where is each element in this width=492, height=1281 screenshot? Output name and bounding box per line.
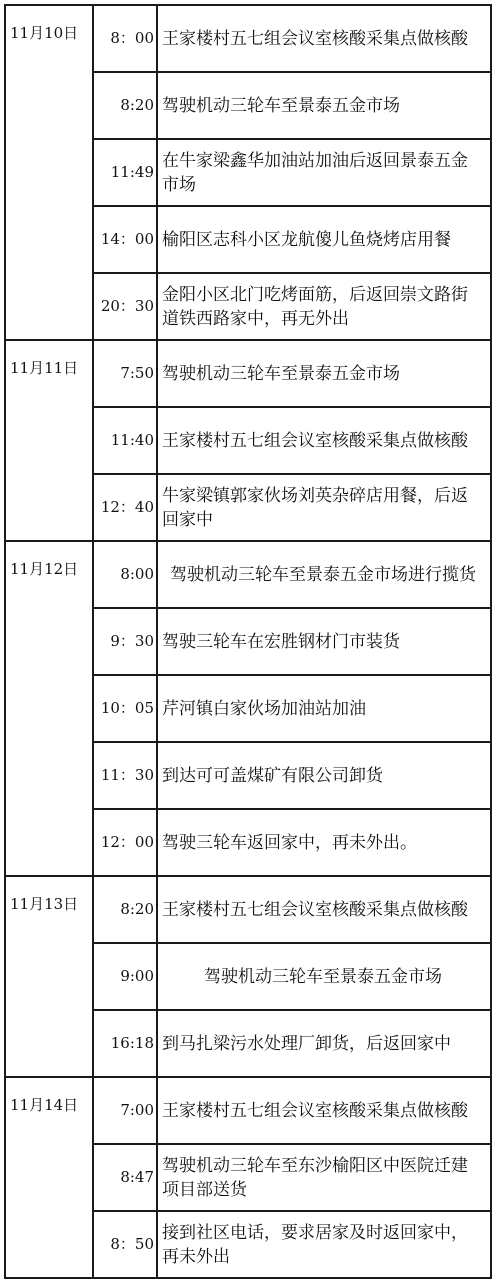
event-cell: 驾驶三轮车在宏胜钢材门市装货 (157, 608, 491, 675)
time-cell: 7:00 (93, 1077, 157, 1144)
date-cell: 11月12日 (5, 541, 93, 876)
event-cell: 芹河镇白家伙场加油站加油 (157, 675, 491, 742)
time-cell: 8:00 (93, 541, 157, 608)
time-cell: 11：30 (93, 742, 157, 809)
time-cell: 8:47 (93, 1144, 157, 1211)
time-cell: 10：05 (93, 675, 157, 742)
table-row (5, 5, 491, 72)
event-cell: 到马扎梁污水处理厂卸货，后返回家中 (157, 1010, 491, 1077)
time-cell: 7:50 (93, 340, 157, 407)
time-cell: 8：00 (93, 5, 157, 72)
date-cell: 11月13日 (5, 876, 93, 1077)
time-cell: 11:40 (93, 407, 157, 474)
time-cell: 9:00 (93, 943, 157, 1010)
time-cell: 16:18 (93, 1010, 157, 1077)
date-cell: 11月14日 (5, 1077, 93, 1278)
event-cell: 驾驶机动三轮车至景泰五金市场 (157, 340, 491, 407)
event-cell: 到达可可盖煤矿有限公司卸货 (157, 742, 491, 809)
date-cell: 11月11日 (5, 340, 93, 541)
event-cell: 驾驶三轮车返回家中，再未外出。 (157, 809, 491, 876)
time-cell: 9：30 (93, 608, 157, 675)
event-cell: 王家楼村五七组会议室核酸采集点做核酸 (157, 5, 491, 72)
time-cell: 12：40 (93, 474, 157, 541)
event-cell: 驾驶机动三轮车至景泰五金市场进行揽货 (157, 541, 491, 608)
event-cell: 王家楼村五七组会议室核酸采集点做核酸 (157, 1077, 491, 1144)
table-row (5, 1077, 491, 1144)
time-cell: 11:49 (93, 139, 157, 206)
time-cell: 20：30 (93, 273, 157, 340)
event-cell: 驾驶机动三轮车至东沙榆阳区中医院迁建项目部送货 (157, 1144, 491, 1211)
time-cell: 8:20 (93, 72, 157, 139)
time-cell: 12：00 (93, 809, 157, 876)
event-cell: 接到社区电话，要求居家及时返回家中，再未外出 (157, 1211, 491, 1278)
time-cell: 14：00 (93, 206, 157, 273)
itinerary-body (5, 5, 491, 1278)
event-cell: 驾驶机动三轮车至景泰五金市场 (157, 72, 491, 139)
event-cell: 王家楼村五七组会议室核酸采集点做核酸 (157, 876, 491, 943)
time-cell: 8：50 (93, 1211, 157, 1278)
event-cell: 牛家梁镇郭家伙场刘英杂碎店用餐，后返回家中 (157, 474, 491, 541)
event-cell: 金阳小区北门吃烤面筋，后返回崇文路街道铁西路家中，再无外出 (157, 273, 491, 340)
time-cell: 8:20 (93, 876, 157, 943)
table-row (5, 340, 491, 407)
event-cell: 在牛家梁鑫华加油站加油后返回景泰五金市场 (157, 139, 491, 206)
table-row (5, 541, 491, 608)
event-cell: 王家楼村五七组会议室核酸采集点做核酸 (157, 407, 491, 474)
table-row (5, 876, 491, 943)
date-cell: 11月10日 (5, 5, 93, 340)
itinerary-table (4, 4, 492, 1279)
event-cell: 榆阳区志科小区龙航傻儿鱼烧烤店用餐 (157, 206, 491, 273)
event-cell: 驾驶机动三轮车至景泰五金市场 (157, 943, 491, 1010)
